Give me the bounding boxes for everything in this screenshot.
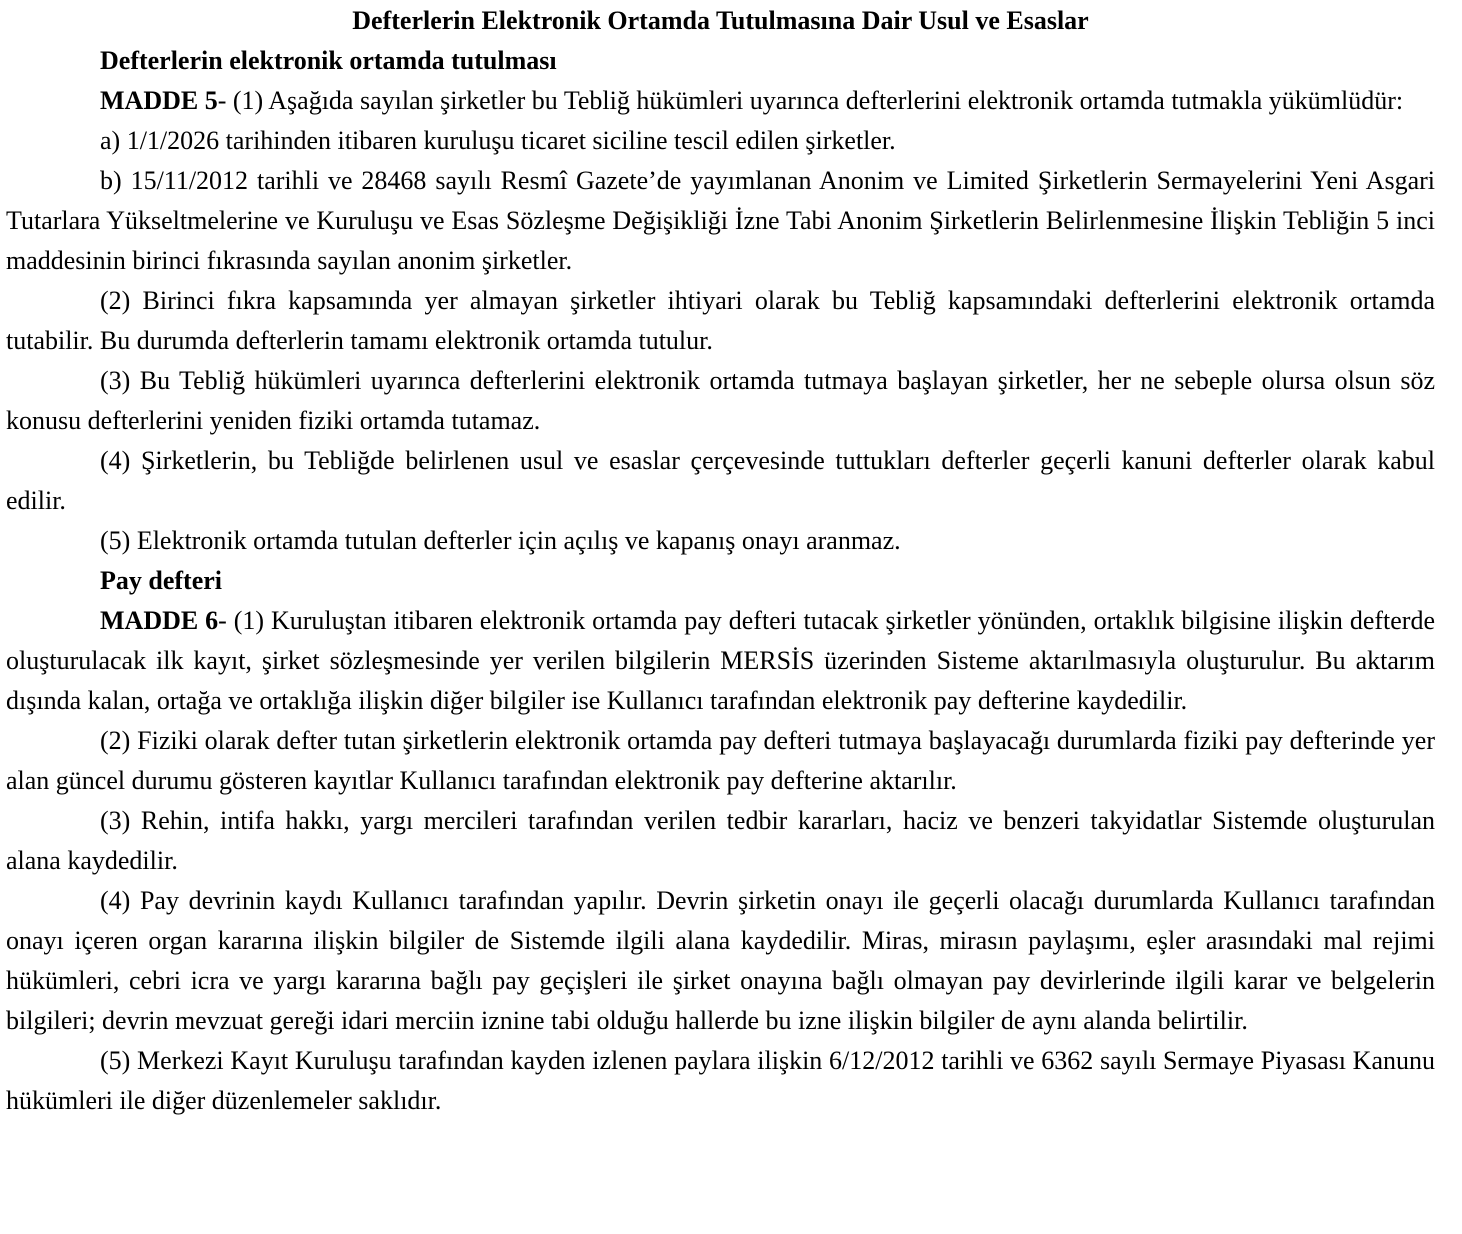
article-6-paragraph-1-text: - (1) Kuruluştan itibaren elektronik ortamda pay defteri tutacak şirketler yönünden, ortaklık bilgisine ilişkin defterde oluşturulacak ilk kayıt, şirket sözleşmesinde yer verilen bilgilerin MERSİS üzerinden Sisteme aktarılmasıyla oluşturulur. Bu aktarım dışında kalan, ortağa ve ortaklığa ilişkin diğer bilgiler ise Kullanıcı tarafından elektronik pay defterine kaydedilir. <box>6 606 1435 715</box>
article-6-paragraph-5: (5) Merkezi Kayıt Kuruluşu tarafından kayden izlenen paylara ilişkin 6/12/2012 tarihli ve 6362 sayılı Sermaye Piyasası Kanunu hükümleri ile diğer düzenlemeler saklıdır. <box>6 1046 1435 1115</box>
document-page <box>6 0 1435 1121</box>
article-5-item-a: a) 1/1/2026 tarihinden itibaren kuruluşu ticaret siciline tescil edilen şirketler. <box>100 126 896 155</box>
article-5-item-b: b) 15/11/2012 tarihli ve 28468 sayılı Resmî Gazete’de yayımlanan Anonim ve Limited Şirketlerin Sermayelerini Yeni Asgari Tutarlara Yükseltmelerine ve Kuruluşu ve Esas Sözleşme Değişikliği İzne Tabi Anonim Şirketlerin Belirlenmesine İlişkin Tebliğin 5 inci maddesinin birinci fıkrasında sayılan anonim şirketler. <box>6 166 1435 275</box>
article-5-paragraph-2: (2) Birinci fıkra kapsamında yer almayan şirketler ihtiyari olarak bu Tebliğ kapsamındaki defterlerini elektronik ortamda tutabilir. Bu durumda defterlerin tamamı elektronik ortamda tutulur. <box>6 286 1435 355</box>
article-5-paragraph-5: (5) Elektronik ortamda tutulan defterler için açılış ve kapanış onayı aranmaz. <box>100 526 901 555</box>
article-6-paragraph-1 <box>6 601 1435 721</box>
article-6-paragraph-4: (4) Pay devrinin kaydı Kullanıcı tarafından yapılır. Devrin şirketin onayı ile geçerli olacağı durumlarda Kullanıcı tarafından onayı içeren organ kararına ilişkin bilgiler de Sistemde ilgili alana kaydedilir. Miras, mirasın paylaşımı, eşler arasındaki mal rejimi hükümleri, cebri icra ve yargı kararına bağlı pay geçişleri ile şirket onayına bağlı olmayan pay devirlerinde ilgili karar ve belgelerin bilgileri; devrin mevzuat gereği idari merciin iznine tabi olduğu hallerde bu izne ilişkin bilgiler de aynı alanda belirtilir. <box>6 886 1435 1035</box>
article-5-paragraph-4: (4) Şirketlerin, bu Tebliğde belirlenen usul ve esaslar çerçevesinde tuttukları defterler geçerli kanuni defterler olarak kabul edilir. <box>6 446 1435 515</box>
article-5-paragraph-1 <box>6 81 1435 121</box>
article-5-label: MADDE 5 <box>100 86 218 115</box>
section-heading-share-ledger: Pay defteri <box>100 566 223 595</box>
section-heading-electronic-books: Defterlerin elektronik ortamda tutulması <box>100 46 557 75</box>
article-5-intro: - (1) Aşağıda sayılan şirketler bu Tebliğ hükümleri uyarınca defterlerini elektronik ortamda tutmakla yükümlüdür: <box>217 86 1404 115</box>
article-6-label: MADDE 6 <box>100 606 219 635</box>
article-5-paragraph-3: (3) Bu Tebliğ hükümleri uyarınca defterlerini elektronik ortamda tutmaya başlayan şirketler, her ne sebeple olursa olsun söz konusu defterlerini yeniden fiziki ortamda tutamaz. <box>6 366 1435 435</box>
article-6-paragraph-3: (3) Rehin, intifa hakkı, yargı mercileri tarafından verilen tedbir kararları, haciz ve benzeri takyidatlar Sistemde oluşturulan alana kaydedilir. <box>6 806 1435 875</box>
document-title: Defterlerin Elektronik Ortamda Tutulmasına Dair Usul ve Esaslar <box>352 6 1089 35</box>
article-6-paragraph-2: (2) Fiziki olarak defter tutan şirketlerin elektronik ortamda pay defteri tutmaya başlayacağı durumlarda fiziki pay defterinde yer alan güncel durumu gösteren kayıtlar Kullanıcı tarafından elektronik pay defterine aktarılır. <box>6 726 1435 795</box>
